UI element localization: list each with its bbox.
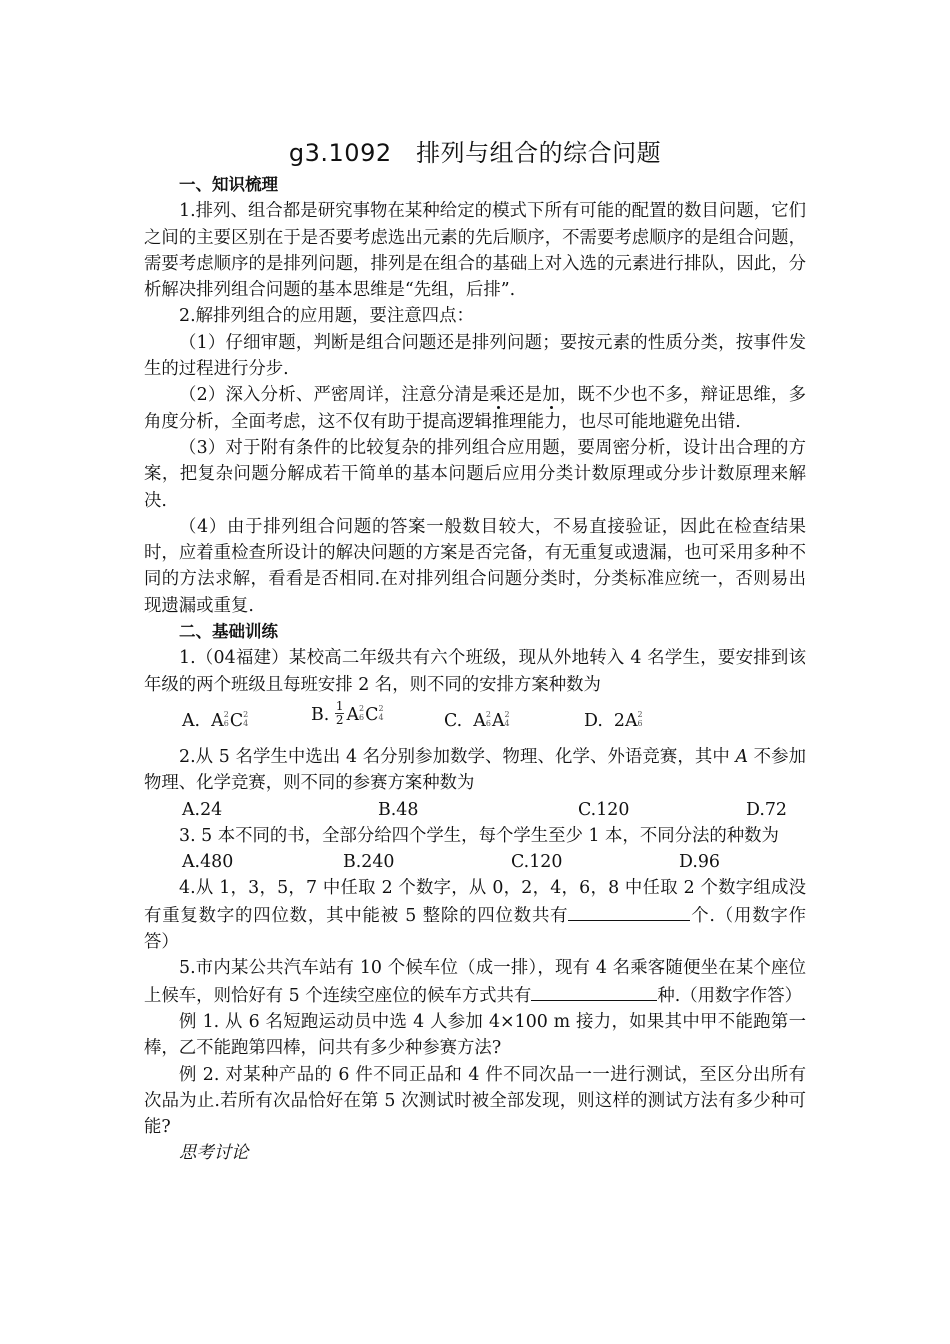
question-3: 3. 5 本不同的书，全部分给四个学生，每个学生至少 1 本，不同分法的种数为 — [179, 825, 779, 846]
question-2-options — [144, 797, 806, 823]
q1-b-symbol-a: A — [346, 704, 360, 725]
emphasis-multiply: 乘 — [489, 385, 508, 406]
thinking-discussion-heading: 思考讨论 — [179, 1143, 249, 1164]
question-3-options — [144, 849, 806, 875]
q1-a-sub: 6 — [223, 719, 229, 729]
q1-option-d — [584, 708, 644, 734]
example-1: 例 1. 从 6 名短跑运动员中选 4 人参加 4×100 m 接力，如果其中甲不能跑第一棒，乙不能跑第四棒，问共有多少种参赛方法? — [144, 1011, 806, 1059]
section-heading-knowledge: 一、知识梳理 — [179, 175, 278, 194]
point-2-text-b: 还是 — [507, 385, 543, 406]
q1-option-d-label: D. — [584, 710, 603, 731]
question-1-options — [144, 698, 806, 740]
question-2-text-a: 2.从 5 名学生中选出 4 名分别参加数学、物理、化学、外语竞赛，其中 — [179, 746, 736, 767]
q1-a-symbol-c: C — [229, 710, 244, 731]
q1-option-a — [182, 708, 249, 734]
q1-b-sub-c: 4 — [378, 713, 384, 723]
point-2-text-a: （2）深入分析、严密周详，注意分清是 — [179, 385, 490, 406]
question-5 — [144, 955, 806, 1009]
paragraph-point-2 — [144, 382, 806, 435]
q1-b-sup-c: 2 — [378, 704, 384, 714]
q1-d-symbol: 2A — [613, 710, 638, 731]
q1-b-sub: 6 — [359, 713, 365, 723]
q3-option-d: D.96 — [679, 852, 720, 873]
q3-option-a: A.480 — [182, 852, 234, 873]
document-body — [144, 172, 806, 1167]
q1-option-c-label: C. — [444, 710, 463, 731]
q1-option-b-label: B. — [311, 704, 330, 725]
q1-a-indices-a — [224, 710, 229, 728]
q1-a-symbol-a: A — [211, 710, 224, 731]
question-2 — [144, 744, 806, 797]
q2-option-d: D.72 — [746, 799, 787, 820]
q1-b-frac-num: 1 — [335, 698, 344, 713]
q1-option-a-label: A. — [182, 710, 201, 731]
q1-b-indices-a — [359, 704, 364, 722]
q1-c-symbol-a1: A — [473, 710, 486, 731]
q3-option-b: B.240 — [343, 852, 395, 873]
q2-option-a: A.24 — [182, 799, 223, 820]
q1-c-indices-2 — [505, 710, 510, 728]
question-2-text-b: 不参加物理、化学竞赛，则不同的参赛方案种数为 — [144, 746, 806, 794]
paragraph-1: 1.排列、组合都是研究事物在某种给定的模式下所有可能的配置的数目问题，它们之间的主要区别在于是否要考虑选出元素的先后顺序，不需要考虑顺序的是组合问题，需要考虑顺序的是排列问题，排列是在组合的基础上对入选的元素进行排队，因此，分析解决排列组合问题的基本思维是“先组，后排”. — [144, 201, 806, 301]
answer-blank-q5[interactable] — [531, 982, 657, 1001]
q1-b-frac-den: 2 — [335, 712, 344, 727]
question-4 — [144, 875, 806, 955]
answer-blank-q4[interactable] — [568, 902, 690, 921]
q1-c-sup-2: 2 — [504, 710, 510, 720]
q1-d-sup: 2 — [637, 710, 643, 720]
q1-b-symbol-c: C — [365, 704, 379, 725]
q1-option-b — [311, 698, 385, 729]
paragraph-point-1: （1）仔细审题，判断是组合问题还是排列问题；要按元素的性质分类，按事件发生的过程进行分步. — [144, 332, 806, 380]
question-4-text-b: 个.（用数字作答） — [144, 905, 807, 953]
q1-d-indices — [638, 710, 643, 728]
q1-c-indices-1 — [486, 710, 491, 728]
q1-b-fraction — [335, 700, 345, 727]
section-heading-training: 二、基础训练 — [179, 622, 278, 642]
example-2: 例 2. 对某种产品的 6 件不同正品和 4 件不同次品一一进行测试，至区分出所有次品为止.若所有次品恰好在第 5 次测试时被全部发现，则这样的测试方法有多少种可能? — [144, 1064, 806, 1138]
q1-a-sup-c: 2 — [243, 710, 249, 720]
q1-option-c — [444, 708, 511, 734]
q2-option-c: C.120 — [578, 799, 630, 820]
q1-c-sup-1: 2 — [485, 710, 491, 720]
q1-c-sub-2: 4 — [504, 719, 510, 729]
q1-b-indices-c — [378, 704, 383, 722]
question-5-text-b: 种.（用数字作答） — [657, 985, 802, 1006]
question-4-text-a: 4.从 1，3，5，7 中任取 2 个数字，从 0，2，4，6，8 中任取 2 个数字组成没有重复数字的四位数，其中能被 5 整除的四位数共有 — [144, 878, 806, 926]
paragraph-point-4: （4）由于排列组合问题的答案一般数目较大，不易直接验证，因此在检查结果时，应着重检查所设计的解决问题的方案是否完备，有无重复或遗漏，也可采用多种不同的方法求解，看看是否相同.在对排列组合问题分类时，分类标准应统一，否则易出现遗漏或重复. — [144, 516, 806, 616]
emphasis-add: 加 — [542, 385, 560, 406]
page-title: g3.1092 排列与组合的综合问题 — [288, 139, 662, 167]
q1-c-symbol-a2: A — [491, 710, 505, 731]
q1-a-sub-c: 4 — [243, 719, 249, 729]
q3-option-c: C.120 — [511, 852, 563, 873]
point-2-text-c: ，既不少也不多，辩证思维，多角度分析，全面考虑，这不仅有助于提高逻辑推理能力，也尽可能地避免出错. — [144, 385, 806, 432]
q1-b-sup: 2 — [359, 704, 365, 714]
question-1: 1.（04福建）某校高二年级共有六个班级，现从外地转入 4 名学生，要安排到该年级的两个班级且每班安排 2 名，则不同的安排方案种数为 — [144, 648, 806, 695]
q1-a-indices-c — [243, 710, 248, 728]
paragraph-point-3: （3）对于附有条件的比较复杂的排列组合应用题，要周密分析，设计出合理的方案，把复杂问题分解成若干简单的基本问题后应用分类计数原理或分步计数原理来解决. — [144, 437, 806, 511]
question-5-text-a: 5.市内某公共汽车站有 10 个候车位（成一排），现有 4 名乘客随便坐在某个座位上候车，则恰好有 5 个连续空座位的候车方式共有 — [144, 958, 806, 1006]
paragraph-2: 2.解排列组合的应用题，要注意四点： — [179, 306, 474, 327]
q1-a-sup: 2 — [223, 710, 229, 720]
q1-d-sub: 6 — [637, 719, 643, 729]
q1-c-sub-1: 6 — [485, 719, 491, 729]
q2-option-b: B.48 — [378, 799, 419, 820]
question-2-variable: A — [735, 746, 749, 767]
